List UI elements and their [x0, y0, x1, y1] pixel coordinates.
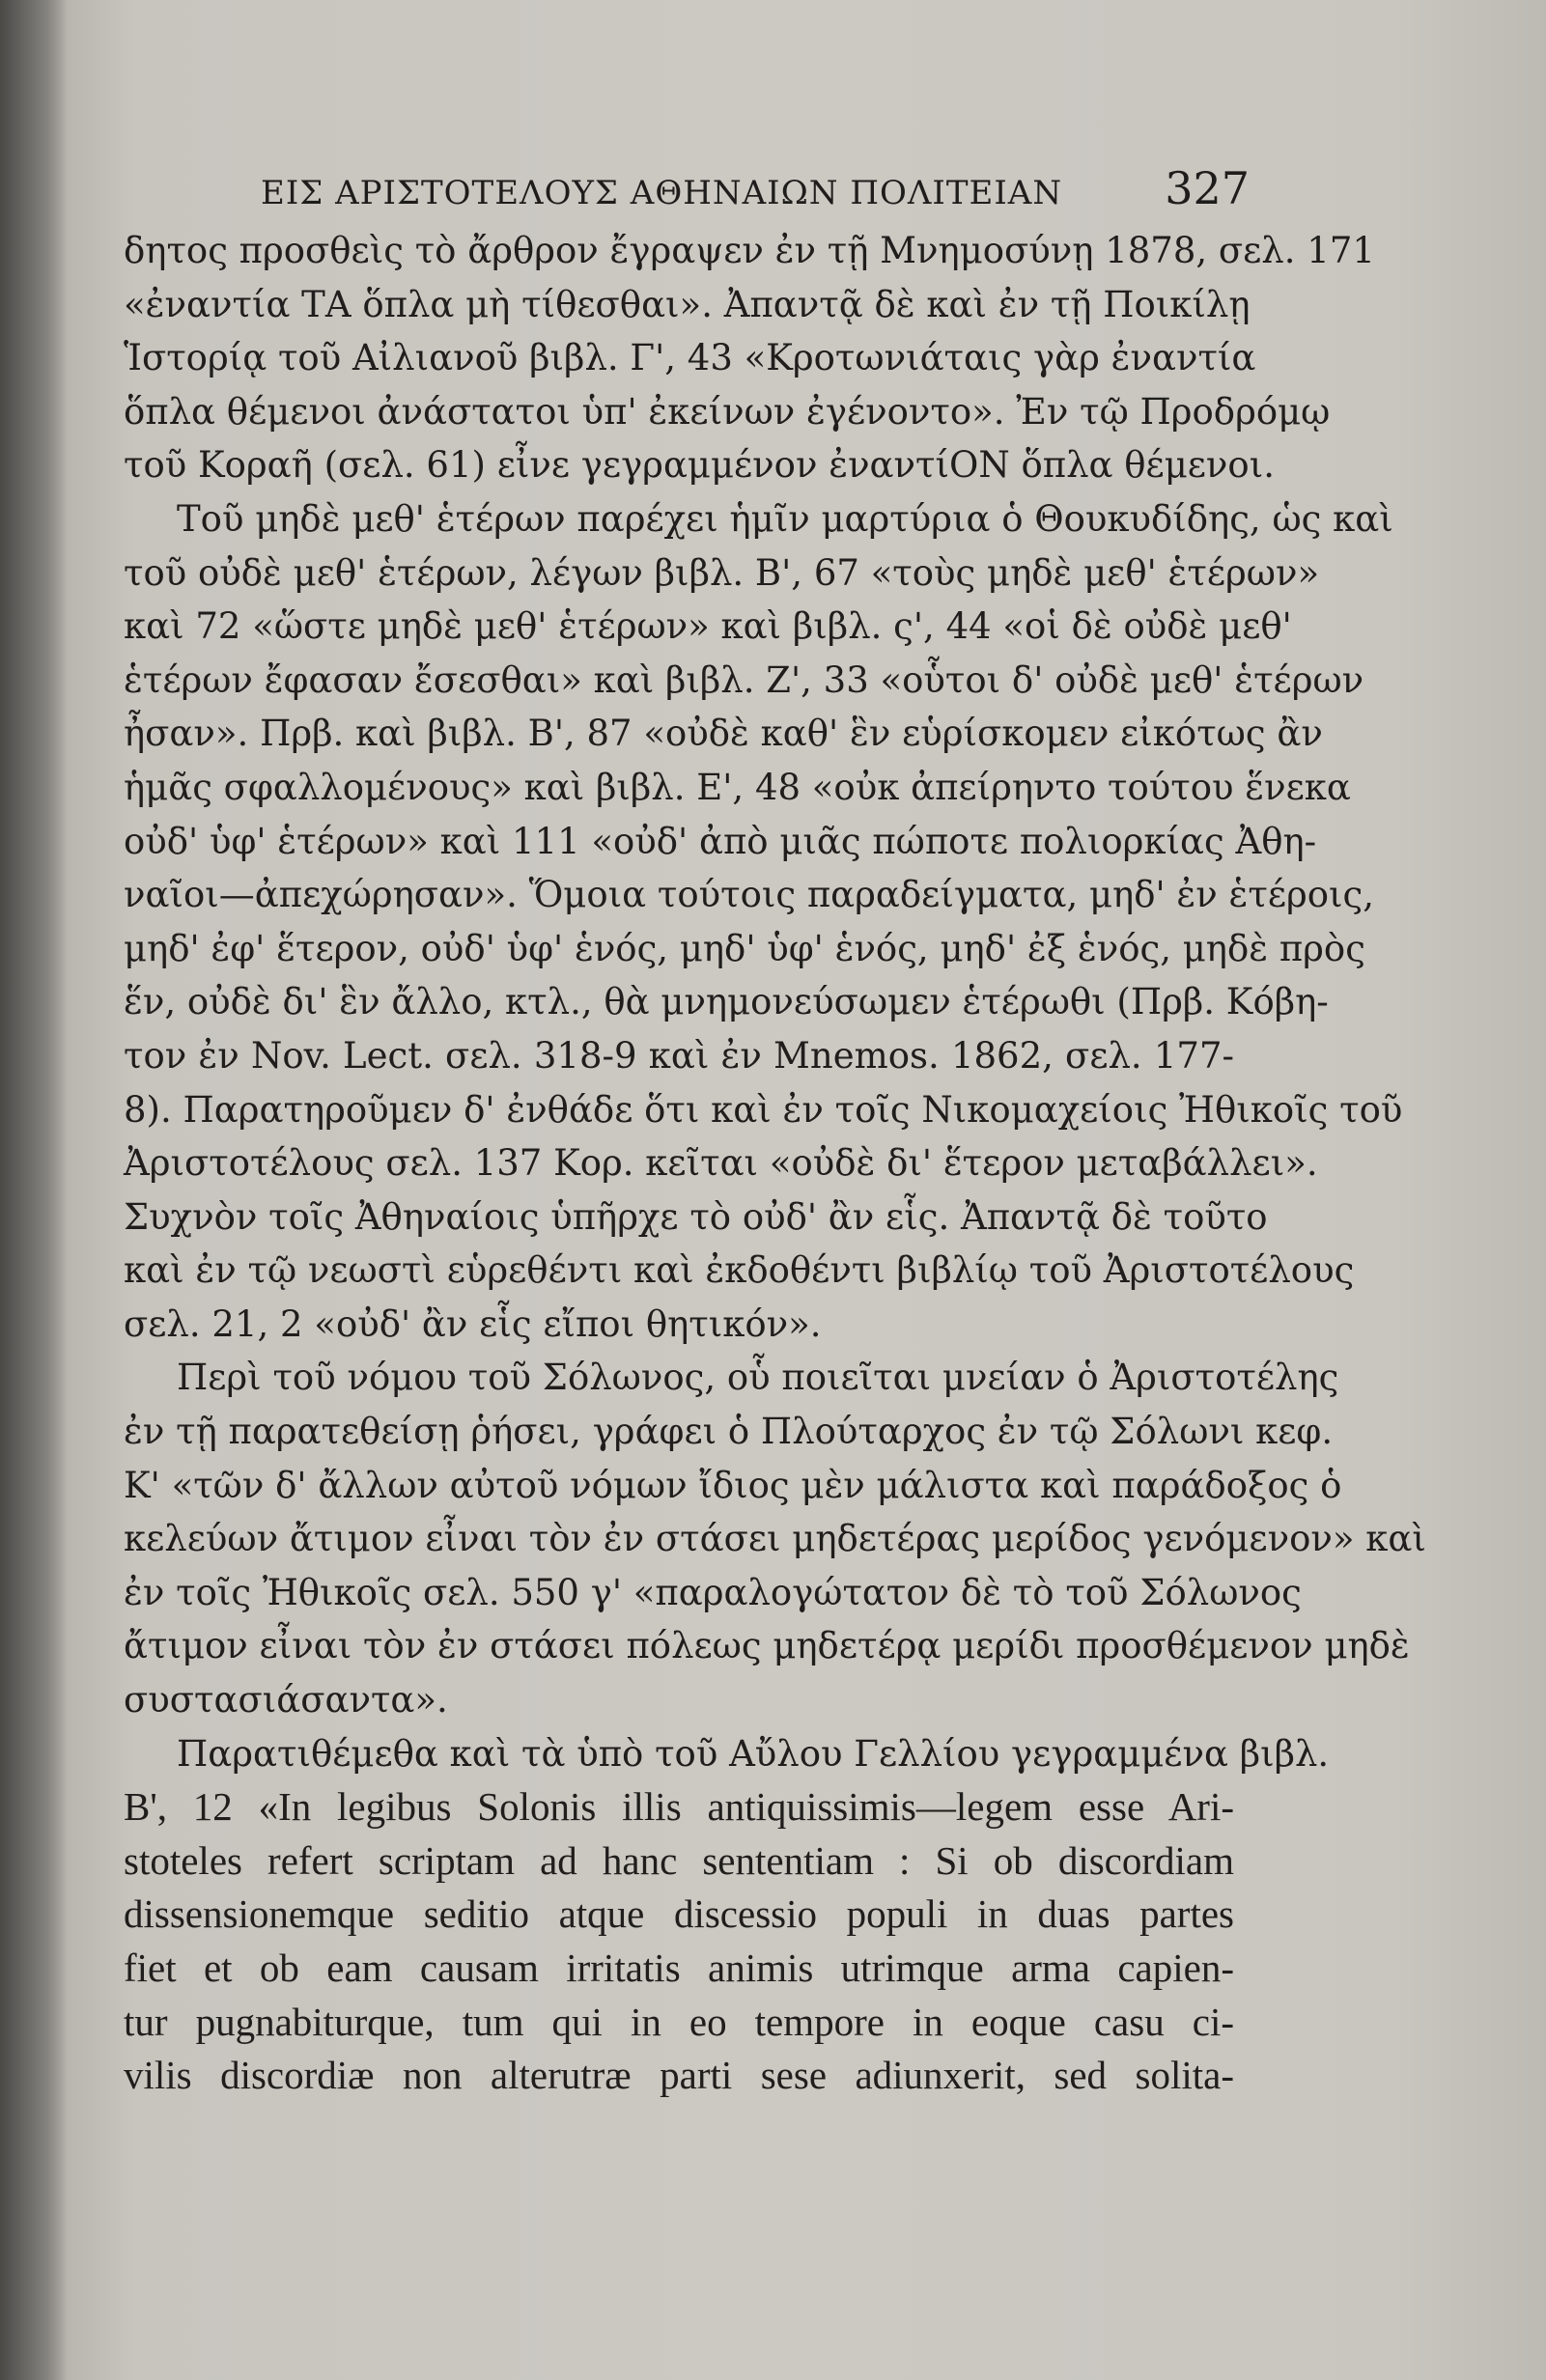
- text-line: fiet et ob eam causam irritatis animis utrimque arma capien-: [124, 1946, 1234, 1990]
- text-line: dissensionemque seditio atque discessio populi in duas partes: [124, 1891, 1234, 1937]
- text-line: «ἐναντία ΤΑ ὅπλα μὴ τίθεσθαι». Ἀπαντᾷ δὲ καὶ ἐν τῇ Ποικίλῃ: [124, 283, 1251, 325]
- text-line: Κ' «τῶν δ' ἄλλων αὐτοῦ νόμων ἴδιος μὲν μάλιστα καὶ παράδοξος ὁ: [124, 1464, 1342, 1506]
- text-line: συστασιάσαντα».: [124, 1679, 448, 1722]
- text-line: Περὶ τοῦ νόμου τοῦ Σόλωνος, οὗ ποιεῖται μνείαν ὁ Ἀριστοτέλης: [177, 1357, 1339, 1399]
- text-line: ἐν τῇ παρατεθείσῃ ῥήσει, γράφει ὁ Πλούταρχος ἐν τῷ Σόλωνι κεφ.: [124, 1411, 1334, 1453]
- text-line: Ἱστορίᾳ τοῦ Αἰλιανοῦ βιβλ. Γ', 43 «Κροτωνιάταις γὰρ ἐναντία: [124, 337, 1256, 379]
- text-line: ἄτιμον εἶναι τὸν ἐν στάσει πόλεως μηδετέρᾳ μερίδι προσθέμενον μηδὲ: [124, 1625, 1410, 1667]
- body-text: [124, 224, 1426, 2103]
- text-line: Συχνὸν τοῖς Ἀθηναίοις ὑπῆρχε τὸ οὐδ' ἂν εἷς. Ἀπαντᾷ δὲ τοῦτο: [124, 1195, 1268, 1238]
- text-line: δητος προσθεὶς τὸ ἄρθρον ἔγραψεν ἐν τῇ Μνημοσύνῃ 1878, σελ. 171: [124, 230, 1375, 271]
- text-line: καὶ 72 «ὥστε μηδὲ μεθ' ἑτέρων» καὶ βιβλ. ς', 44 «οἱ δὲ οὐδὲ μεθ': [124, 605, 1292, 648]
- text-line: Ἀριστοτέλους σελ. 137 Κορ. κεῖται «οὐδὲ δι' ἕτερον μεταβάλλει».: [124, 1142, 1318, 1185]
- text-line: τοῦ Κοραῆ (σελ. 61) εἶνε γεγραμμένον ἐναντίΟΝ ὅπλα θέμενοι.: [124, 444, 1275, 487]
- text-line: σελ. 21, 2 «οὐδ' ἂν εἷς εἴποι θητικόν».: [124, 1302, 822, 1345]
- text-line: Παρατιθέμεθα καὶ τὰ ὑπὸ τοῦ Αὔλου Γελλίου γεγραμμένα βιβλ.: [177, 1732, 1330, 1775]
- text-line: ἑτέρων ἔφασαν ἔσεσθαι» καὶ βιβλ. Ζ', 33 «οὗτοι δ' οὐδὲ μεθ' ἑτέρων: [124, 658, 1364, 701]
- text-line: τοῦ οὐδὲ μεθ' ἑτέρων, λέγων βιβλ. Β', 67 «τοὺς μηδὲ μεθ' ἑτέρων»: [124, 551, 1320, 594]
- text-line: καὶ ἐν τῷ νεωστὶ εὑρεθέντι καὶ ἐκδοθέντι βιβλίῳ τοῦ Ἀριστοτέλους: [124, 1249, 1355, 1292]
- running-title: ΕΙΣ ΑΡΙΣΤΟΤΕΛΟΥΣ ΑΘΗΝΑΙΩΝ ΠΟΛΙΤΕΙΑΝ: [261, 174, 1063, 212]
- text-line: Β', 12 «In legibus Solonis illis antiquissimis—legem esse Ari-: [124, 1784, 1234, 1830]
- text-line: tur pugnabiturque, tum qui in eo tempore in eoque casu ci-: [124, 1999, 1234, 2044]
- text-line: κελεύων ἄτιμον εἶναι τὸν ἐν στάσει μηδετέρας μερίδος γενόμενον» καὶ: [124, 1518, 1426, 1560]
- text-line: stoteles refert scriptam ad hanc sententiam : Si ob discordiam: [124, 1837, 1234, 1883]
- text-line: Τοῦ μηδὲ μεθ' ἑτέρων παρέχει ἡμῖν μαρτύρια ὁ Θουκυδίδης, ὡς καὶ: [177, 497, 1393, 540]
- text-line: 8). Παρατηροῦμεν δ' ἐνθάδε ὅτι καὶ ἐν τοῖς Νικομαχείοις Ἠθικοῖς τοῦ: [124, 1088, 1403, 1131]
- text-line: ἦσαν». Πρβ. καὶ βιβλ. Β', 87 «οὐδὲ καθ' ἓν εὑρίσκομεν εἰκότως ἂν: [124, 713, 1323, 755]
- text-line: ἐν τοῖς Ἠθικοῖς σελ. 550 γ' «παραλογώτατον δὲ τὸ τοῦ Σόλωνος: [124, 1571, 1302, 1613]
- text-line: vilis discordiæ non alterutræ parti sese adiunxerit, sed solita-: [124, 2053, 1234, 2098]
- text-line: ἡμᾶς σφαλλομένους» καὶ βιβλ. Ε', 48 «οὐκ ἀπείρηντο τούτου ἕνεκα: [124, 766, 1351, 808]
- text-line: ἕν, οὐδὲ δι' ἓν ἄλλο, κτλ., θὰ μνημονεύσωμεν ἑτέρωθι (Πρβ. Κόβη-: [124, 981, 1329, 1023]
- text-line: μηδ' ἐφ' ἕτερον, οὐδ' ὑφ' ἑνός, μηδ' ὑφ' ἑνός, μηδ' ἐξ ἑνός, μηδὲ πρὸς: [124, 927, 1365, 969]
- text-line: ναῖοι—ἀπεχώρησαν». Ὅμοια τούτοις παραδείγματα, μηδ' ἐν ἑτέροις,: [124, 874, 1375, 916]
- text-line: οὐδ' ὑφ' ἑτέρων» καὶ 111 «οὐδ' ἀπὸ μιᾶς πώποτε πολιορκίας Ἀθη-: [124, 820, 1317, 862]
- page-header: [261, 162, 1250, 220]
- text-line: τον ἐν Nov. Lect. σελ. 318-9 καὶ ἐν Mnemos. 1862, σελ. 177-: [124, 1034, 1234, 1077]
- text-line: ὅπλα θέμενοι ἀνάστατοι ὑπ' ἐκείνων ἐγένοντο». Ἐν τῷ Προδρόμῳ: [124, 390, 1331, 433]
- page-number: 327: [1165, 162, 1250, 214]
- page-gutter-shadow: [0, 0, 68, 2380]
